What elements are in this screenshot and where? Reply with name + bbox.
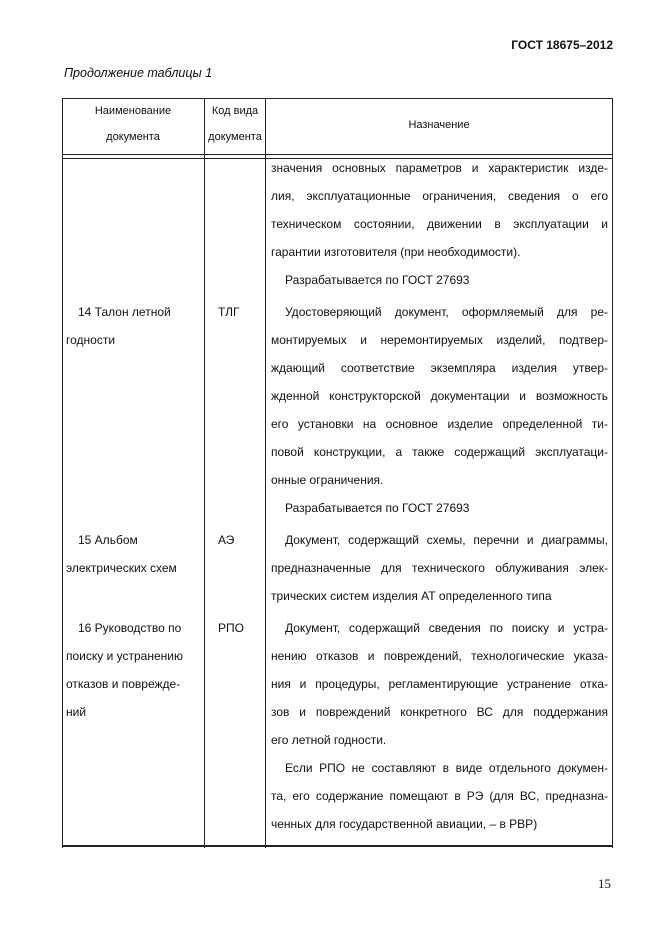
column-border-1	[204, 98, 205, 848]
document-name-line: 15 Альбом	[78, 533, 138, 547]
purpose-line: Удостоверяющий документ, оформляемый для ре-	[285, 305, 608, 319]
purpose-line: его летной годности.	[271, 733, 387, 747]
column-header-name: Наименование документа	[94, 105, 172, 143]
document-name-line: 14 Талон летной	[78, 305, 171, 319]
purpose-line: ждающий соответствие экземпляра изделия утвер-	[271, 361, 608, 375]
purpose-line: монтируемых и неремонтируемых изделий, подтвер-	[271, 333, 608, 347]
column-border-2	[265, 98, 266, 848]
document-code: ТЛГ	[218, 305, 240, 319]
document-name-line: годности	[66, 333, 116, 347]
purpose-line: Документ, содержащий схемы, перечни и диаграммы,	[285, 533, 608, 547]
purpose-line: та, его содержание помещают в РЭ (для ВС, предназна-	[271, 789, 608, 803]
column-border-left	[62, 98, 63, 848]
purpose-line: значения основных параметров и характеристик изде-	[271, 161, 608, 175]
purpose-line: лия, эксплуатационные ограничения, сведения о его	[271, 189, 608, 203]
purpose-line: ния и процедуры, регламентирующие устранение отка-	[271, 677, 608, 691]
page-number: 15	[598, 876, 611, 891]
purpose-line: Документ, содержащий сведения по поиску и устра-	[285, 621, 608, 635]
purpose-line: зов и повреждений конкретного ВС для поддержания	[271, 705, 608, 719]
document-name-line: поиску и устранению	[66, 649, 183, 663]
purpose-line: техническом состоянии, движении в эксплуатации и	[271, 217, 608, 231]
purpose-line: нению отказов и повреждений, технологические указа-	[271, 649, 608, 663]
purpose-line: ченных для государственной авиации, – в РВР)	[271, 817, 538, 831]
column-header-purpose: Назначение	[408, 119, 470, 131]
purpose-line: гарантии изготовителя (при необходимости).	[271, 245, 521, 259]
document-types-table	[62, 98, 613, 848]
header-bottom-border	[62, 154, 613, 159]
document-code: АЭ	[218, 533, 235, 547]
document-name-line: отказов и поврежде-	[66, 677, 181, 691]
purpose-line: Если РПО не составляют в виде отдельного докумен-	[285, 761, 608, 775]
purpose-note: Разрабатывается по ГОСТ 27693	[285, 501, 470, 515]
purpose-line: трических систем изделия АТ определенного типа	[271, 589, 552, 603]
table-bottom-border	[62, 845, 613, 847]
document-name-line: электрических схем	[66, 561, 177, 575]
purpose-line: предназначенные для технического облуживания элек-	[271, 561, 608, 575]
document-name-line: 16 Руководство по	[78, 621, 182, 635]
purpose-line: повой конструкции, а также содержащий эксплуатаци-	[271, 445, 608, 459]
document-code: РПО	[218, 621, 244, 635]
table-continuation-caption: Продолжение таблицы 1	[64, 66, 213, 80]
document-name-line: ний	[66, 705, 87, 719]
purpose-line: жденной конструкторской документации и возможность	[271, 389, 608, 403]
purpose-line: его установки на основное изделие определенной ти-	[271, 417, 608, 431]
purpose-line: онные ограничения.	[271, 473, 384, 487]
column-border-right	[612, 98, 613, 848]
column-header-code: Код вида документа	[208, 105, 262, 143]
purpose-note: Разрабатывается по ГОСТ 27693	[285, 273, 470, 287]
standard-designation: ГОСТ 18675–2012	[511, 38, 613, 52]
